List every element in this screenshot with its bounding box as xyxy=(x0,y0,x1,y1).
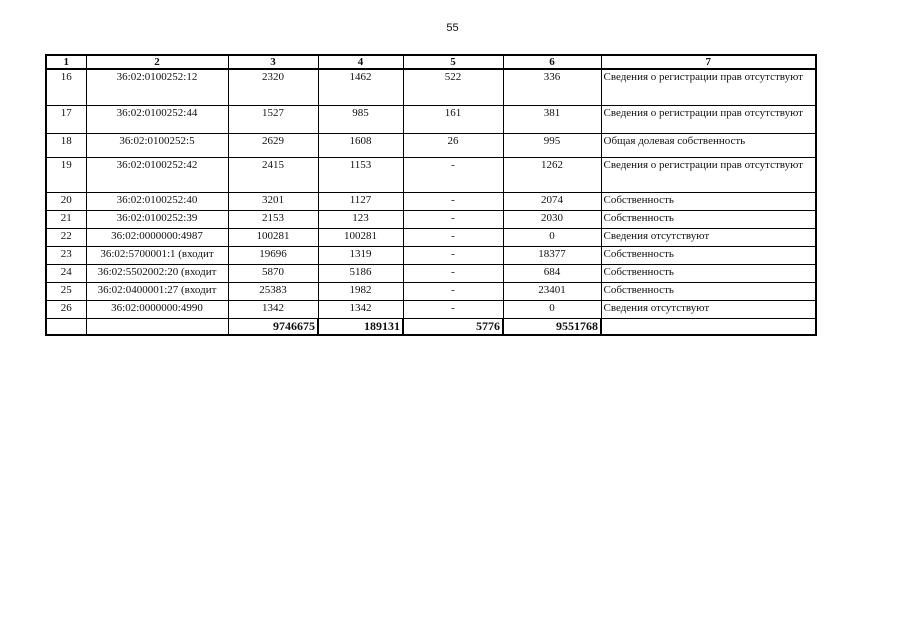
table-cell: 2320 xyxy=(228,69,318,105)
table-row xyxy=(46,210,816,228)
table-cell: 18 xyxy=(46,133,86,157)
table-cell: 36:02:0400001:27 (входит xyxy=(86,282,228,300)
table-cell: 2153 xyxy=(228,210,318,228)
table-cell: 1608 xyxy=(318,133,403,157)
table-cell: - xyxy=(403,228,503,246)
table-cell: 1527 xyxy=(228,105,318,133)
total-cell xyxy=(601,318,816,335)
total-cell: 9551768 xyxy=(503,318,601,335)
rights-status-cell: Сведения о регистрации прав отсутствуют xyxy=(601,69,816,105)
rights-status-cell: Собственность xyxy=(601,192,816,210)
table-cell: 22 xyxy=(46,228,86,246)
table-cell: - xyxy=(403,157,503,192)
table-cell: 1982 xyxy=(318,282,403,300)
table-cell: 25383 xyxy=(228,282,318,300)
table-cell: 36:02:0100252:39 xyxy=(86,210,228,228)
table-cell: 36:02:0100252:5 xyxy=(86,133,228,157)
rights-status-cell: Собственность xyxy=(601,264,816,282)
table-cell: 36:02:5700001:1 (входит xyxy=(86,246,228,264)
page-number: 55 xyxy=(446,22,459,34)
table-cell: 36:02:0000000:4987 xyxy=(86,228,228,246)
table-cell: - xyxy=(403,282,503,300)
table-cell: 985 xyxy=(318,105,403,133)
table-cell: 21 xyxy=(46,210,86,228)
table-cell: 36:02:0000000:4990 xyxy=(86,300,228,318)
total-cell xyxy=(46,318,86,335)
table-cell: 36:02:0100252:40 xyxy=(86,192,228,210)
table-cell: 23 xyxy=(46,246,86,264)
rights-status-cell: Сведения отсутствуют xyxy=(601,228,816,246)
table-cell: - xyxy=(403,192,503,210)
rights-status-cell: Общая долевая собственность xyxy=(601,133,816,157)
table-cell: - xyxy=(403,264,503,282)
table-cell: 3201 xyxy=(228,192,318,210)
table-cell: 19 xyxy=(46,157,86,192)
table-cell: 36:02:0100252:12 xyxy=(86,69,228,105)
column-header: 2 xyxy=(86,55,228,69)
table-cell: 26 xyxy=(46,300,86,318)
table-cell: 20 xyxy=(46,192,86,210)
table-row xyxy=(46,157,816,192)
header-row xyxy=(46,55,816,69)
table-cell: 0 xyxy=(503,228,601,246)
table-row xyxy=(46,105,816,133)
table-row xyxy=(46,69,816,105)
total-area-cell: 9746675 xyxy=(228,318,318,335)
table-row xyxy=(46,228,816,246)
table-cell: 123 xyxy=(318,210,403,228)
rights-status-cell: Собственность xyxy=(601,282,816,300)
table-row xyxy=(46,282,816,300)
table-cell: 17 xyxy=(46,105,86,133)
total-cell: 189131 xyxy=(318,318,403,335)
table-cell: 1342 xyxy=(228,300,318,318)
rights-status-cell: Собственность xyxy=(601,210,816,228)
total-cell: 5776 xyxy=(403,318,503,335)
table-cell: 18377 xyxy=(503,246,601,264)
table-cell: - xyxy=(403,246,503,264)
table-cell: 16 xyxy=(46,69,86,105)
total-row xyxy=(46,318,816,335)
column-header: 5 xyxy=(403,55,503,69)
table-cell: 36:02:0100252:44 xyxy=(86,105,228,133)
table-cell: 684 xyxy=(503,264,601,282)
table-cell: 19696 xyxy=(228,246,318,264)
table-cell: 2629 xyxy=(228,133,318,157)
table-cell: 1262 xyxy=(503,157,601,192)
rights-status-cell: Собственность xyxy=(601,246,816,264)
table-cell: 2074 xyxy=(503,192,601,210)
table-row xyxy=(46,246,816,264)
column-header: 4 xyxy=(318,55,403,69)
rights-status-cell: Сведения отсутствуют xyxy=(601,300,816,318)
table-cell: 0 xyxy=(503,300,601,318)
table-cell: 26 xyxy=(403,133,503,157)
table-cell: 24 xyxy=(46,264,86,282)
land-plots-table xyxy=(45,54,817,336)
table-cell: 25 xyxy=(46,282,86,300)
rights-status-cell: Сведения о регистрации прав отсутствуют xyxy=(601,105,816,133)
table-cell: 100281 xyxy=(318,228,403,246)
table-cell: 100281 xyxy=(228,228,318,246)
total-cell xyxy=(86,318,228,335)
table-cell: 23401 xyxy=(503,282,601,300)
column-header: 1 xyxy=(46,55,86,69)
table-cell: 2415 xyxy=(228,157,318,192)
table-cell: 1127 xyxy=(318,192,403,210)
table-cell: 336 xyxy=(503,69,601,105)
table-row xyxy=(46,264,816,282)
table-cell: 2030 xyxy=(503,210,601,228)
table-cell: 5186 xyxy=(318,264,403,282)
table-row xyxy=(46,192,816,210)
table-cell: 995 xyxy=(503,133,601,157)
table-cell: 1153 xyxy=(318,157,403,192)
table-row xyxy=(46,300,816,318)
table-cell: 36:02:5502002:20 (входит xyxy=(86,264,228,282)
table-cell: 1462 xyxy=(318,69,403,105)
rights-status-cell: Сведения о регистрации прав отсутствуют xyxy=(601,157,816,192)
table-cell: 381 xyxy=(503,105,601,133)
table-cell: 1319 xyxy=(318,246,403,264)
table-cell: 1342 xyxy=(318,300,403,318)
table-cell: - xyxy=(403,210,503,228)
table-cell: 522 xyxy=(403,69,503,105)
table-cell: 36:02:0100252:42 xyxy=(86,157,228,192)
column-header: 7 xyxy=(601,55,816,69)
table-cell: 161 xyxy=(403,105,503,133)
table-row xyxy=(46,133,816,157)
table-cell: 5870 xyxy=(228,264,318,282)
table-cell: - xyxy=(403,300,503,318)
column-header: 3 xyxy=(228,55,318,69)
column-header: 6 xyxy=(503,55,601,69)
